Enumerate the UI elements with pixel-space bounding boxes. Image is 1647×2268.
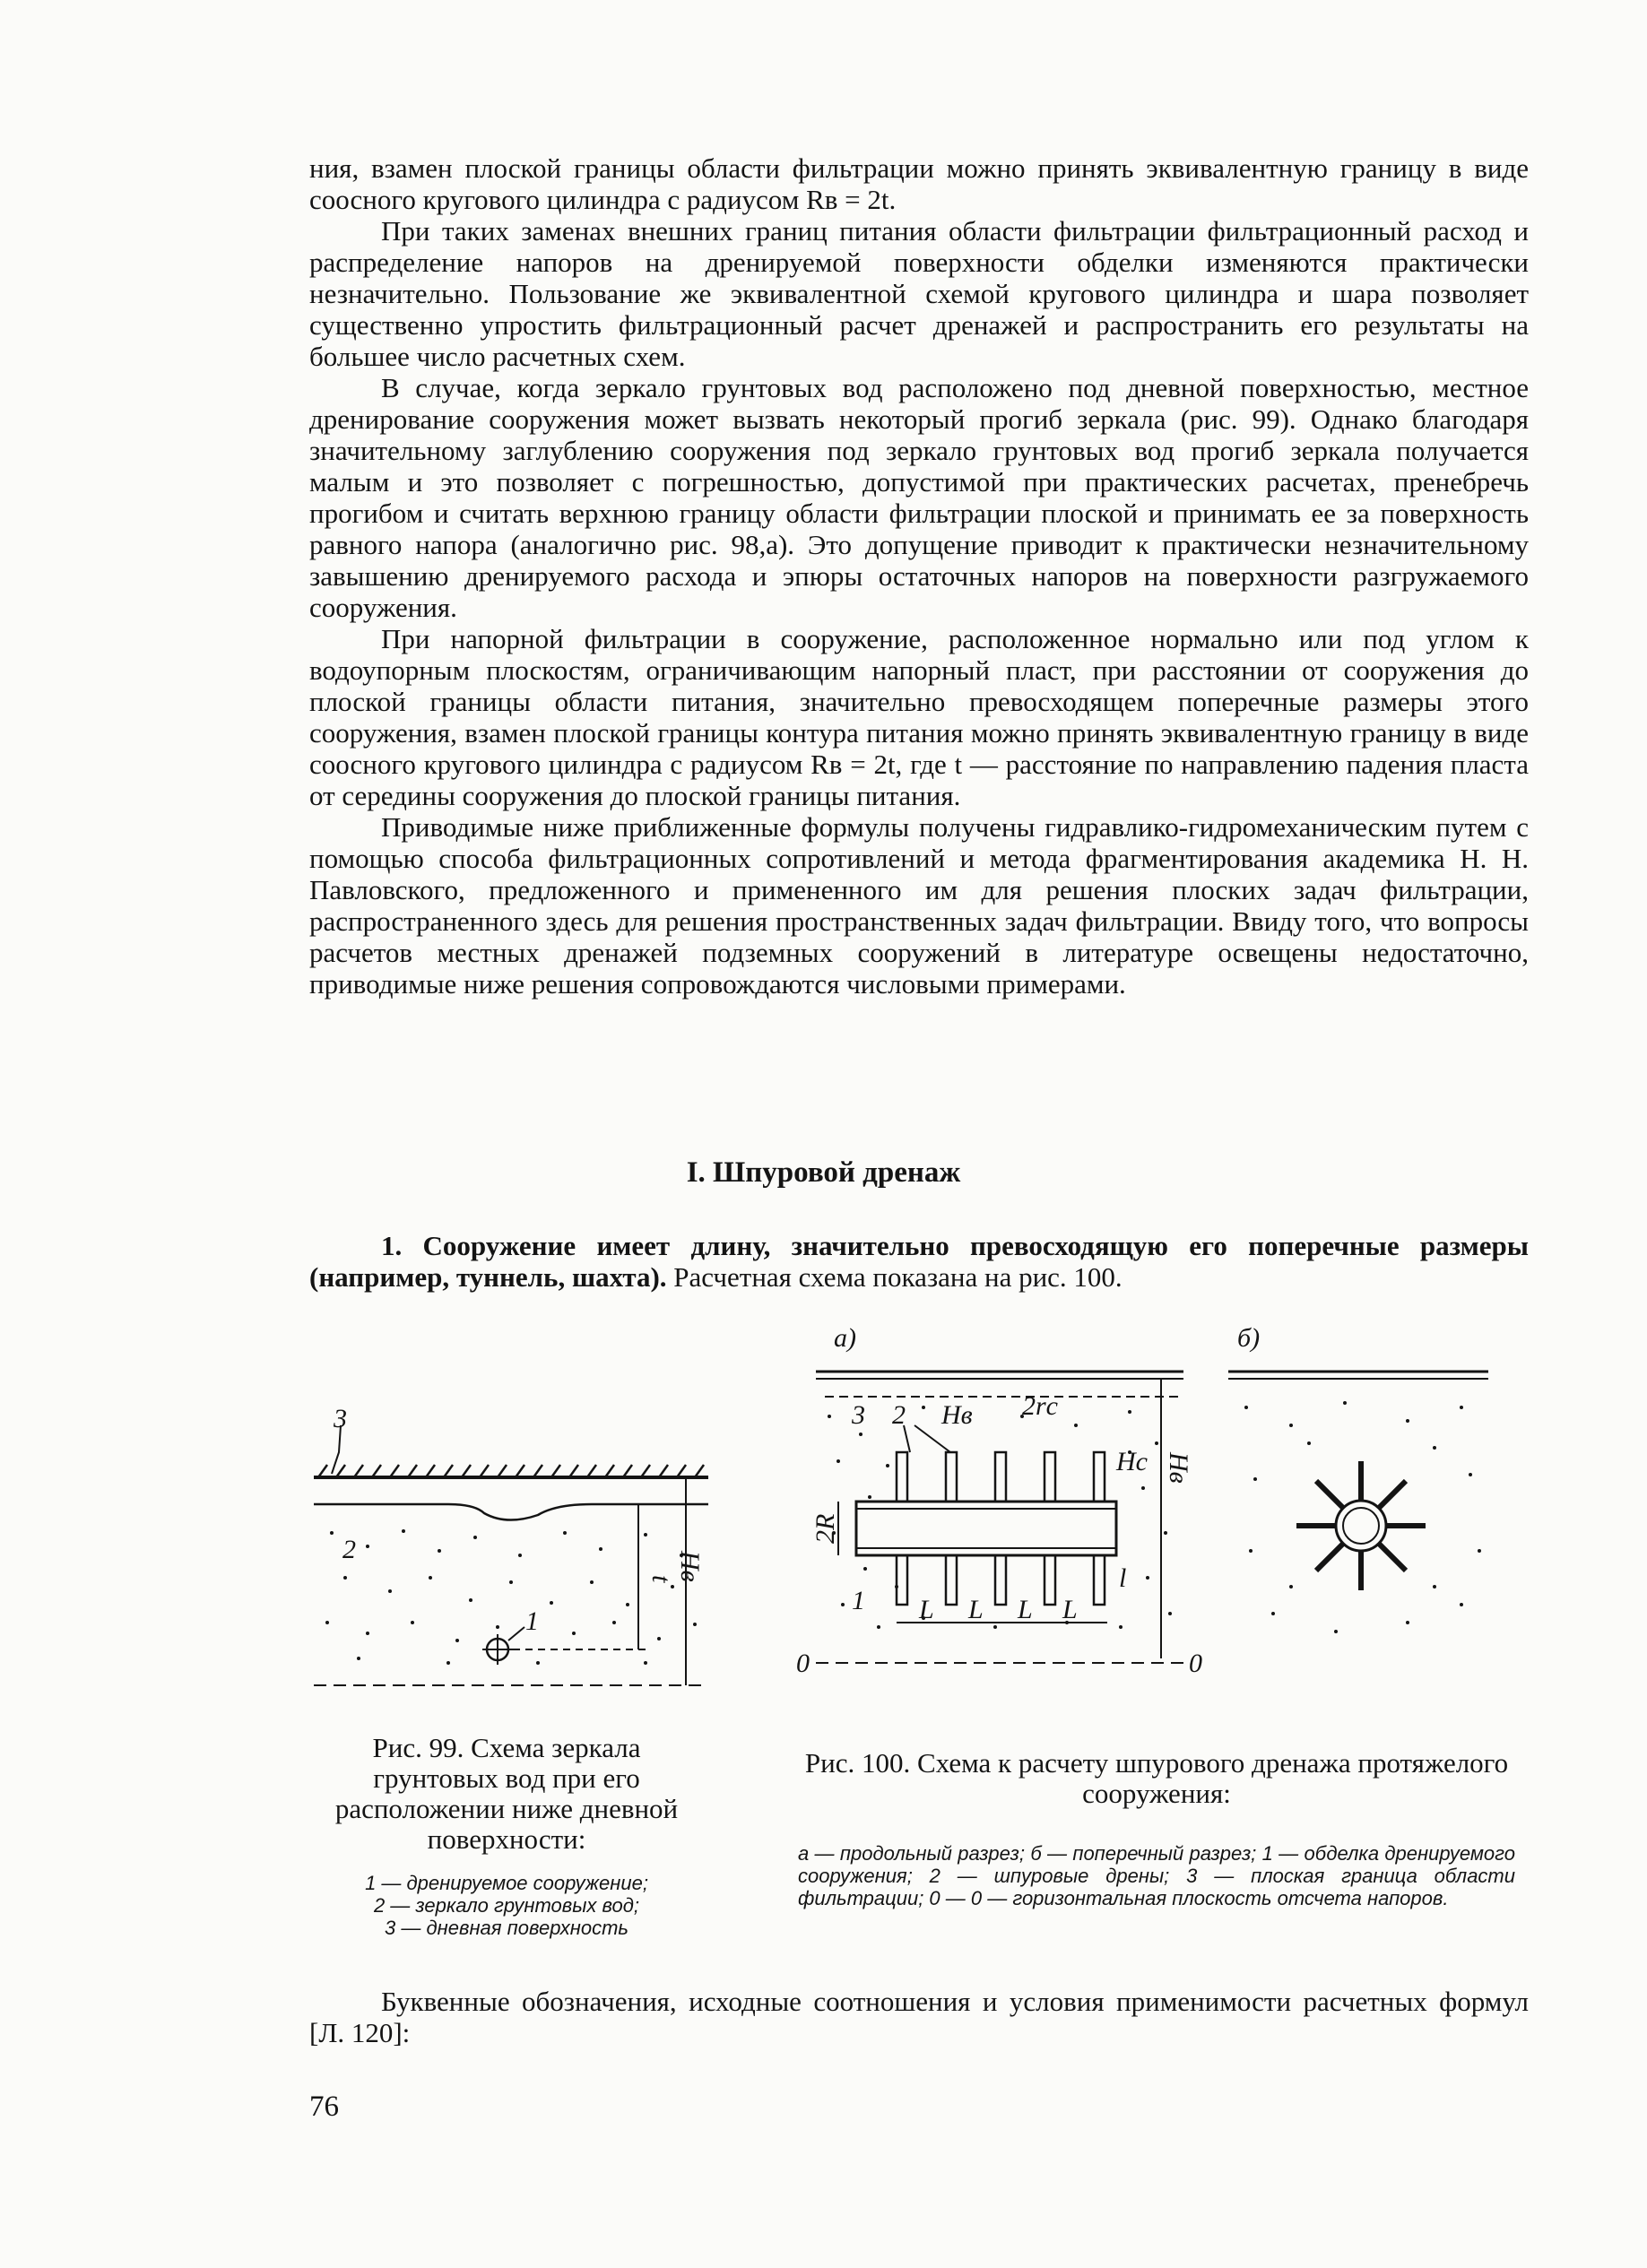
fig99-label-1: 1	[525, 1606, 539, 1636]
fig100-label-L4: L	[1062, 1595, 1078, 1624]
body-text-top	[309, 152, 1529, 1000]
item-1-paragraph	[309, 1230, 1529, 1293]
closing-text: Буквенные обозначения, исходные соотношения и условия применимости расчетных формул [Л. 120]:	[309, 1986, 1529, 2048]
fig100-label-hv: Hв	[941, 1400, 973, 1430]
fig100-label-l: l	[1119, 1563, 1127, 1593]
fig99-legend-item-3: 3 — дневная поверхность	[385, 1917, 628, 1939]
fig99-label-3: 3	[334, 1404, 347, 1433]
paragraph-4: При напорной фильтрации в сооружение, расположенное нормально или под углом к водоупорным плоскостям, ограничивающим напорный пласт, при расстоянии от сооружения до плоской границы области питания, значительно превосходящем поперечные размеры этого сооружения, взамен плоской границы контура питания можно принять эквивалентную границу в виде соосного кругового цилиндра с радиусом Rв = 2t, где t — расстояние по направлению падения пласта от середины сооружения до плоской границы питания.	[309, 623, 1529, 811]
item-1-bold-text: 1. Сооружение имеет длину, значительно превосходящую его поперечные размеры (например, туннель, шахта).	[309, 1230, 1529, 1293]
fig100-label-b: б)	[1237, 1323, 1261, 1353]
item-1-text: Расчетная схема показана на рис. 100.	[666, 1261, 1123, 1293]
fig100-label-0-left: 0	[796, 1649, 810, 1678]
fig100-label-3: 3	[852, 1400, 865, 1430]
fig100-label-he: Hв	[1164, 1452, 1193, 1484]
fig100-label-L1: L	[919, 1595, 934, 1624]
fig99-label-t: t	[646, 1575, 676, 1583]
figure-100-legend: а — продольный разрез; б — поперечный разрез; 1 — обделка дренируемого сооружения; 2 — шпуровые дрены; 3 — плоская граница области фильтрации; 0 — 0 — горизонтальная плоскость отсчета напоров.	[798, 1842, 1515, 1909]
paragraph-1: ния, взамен плоской границы области фильтрации можно принять эквивалентную границу в виде соосного кругового цилиндра с радиусом Rв = 2t.	[309, 152, 1529, 215]
fig100-label-hc: Hс	[1116, 1447, 1148, 1476]
figure-99-caption: Рис. 99. Схема зеркала грунтовых вод при его расположении ниже дневной поверхности:	[334, 1732, 679, 1855]
fig100-label-a: а)	[834, 1323, 856, 1353]
fig100-label-0-right: 0	[1189, 1649, 1202, 1678]
fig100-label-1: 1	[852, 1586, 865, 1615]
figure-100	[789, 1318, 1506, 1712]
fig99-label-he: Hв	[675, 1551, 705, 1582]
fig99-legend-item-1: 1 — дренируемое сооружение;	[365, 1872, 648, 1894]
fig99-label-2: 2	[342, 1535, 356, 1564]
fig100-label-2: 2	[892, 1400, 906, 1430]
figure-99-legend	[309, 1872, 704, 1939]
figure-100-caption: Рис. 100. Схема к расчету шпурового дренажа протяжелого сооружения:	[804, 1747, 1509, 1809]
section-heading: I. Шпуровой дренаж	[686, 1156, 961, 1189]
fig99-legend-item-2: 2 — зеркало грунтовых вод;	[373, 1894, 640, 1917]
paragraph-5: Приводимые ниже приближенные формулы получены гидравлико-гидромеханическим путем с помощью способа фильтрационных сопротивлений и метода фрагментирования академика Н. Н. Павловского, предложенного и примененного им для решения плоских задач фильтрации, распространенного здесь для решения пространственных задач фильтрации. Ввиду того, что вопросы расчетов местных дренажей подземных сооружений в литературе освещены недостаточно, приводимые ниже решения сопровождаются числовыми примерами.	[309, 811, 1529, 1000]
paragraph-3: В случае, когда зеркало грунтовых вод расположено под дневной поверхностью, местное дренирование сооружения может вызвать некоторый прогиб зеркала (рис. 99). Однако благодаря значительному заглублению сооружения под зеркало грунтовых вод прогиб зеркала получается малым и это позволяет с погрешностью, допустимой при практических расчетах, пренебречь прогибом и считать верхнюю границу области фильтрации плоской и принимать ее за поверхность равного напора (аналогично рис. 98,а). Это допущение приводит к практически незначительному завышению дренируемого расхода и эпюры остаточных напоров на поверхности разгружаемого сооружения.	[309, 372, 1529, 623]
fig100-label-2rc: 2rс	[1022, 1391, 1058, 1421]
figure-100-drawing	[789, 1318, 1506, 1712]
fig100-label-2r: 2R	[810, 1513, 840, 1544]
closing-paragraph	[309, 1986, 1529, 2048]
figure-99	[305, 1398, 717, 1703]
figure-99-drawing	[305, 1398, 717, 1703]
fig100-label-L2: L	[968, 1595, 984, 1624]
page-number: 76	[309, 2091, 339, 2123]
paragraph-2: При таких заменах внешних границ питания области фильтрации фильтрационный расход и распределение напоров на дренируемой поверхности обделки изменяются практически незначительно. Пользование же эквивалентной схемой кругового цилиндра и шара позволяет существенно упростить фильтрационный расчет дренажей и распространить его результаты на большее число расчетных схем.	[309, 215, 1529, 372]
fig100-label-L3: L	[1018, 1595, 1033, 1624]
